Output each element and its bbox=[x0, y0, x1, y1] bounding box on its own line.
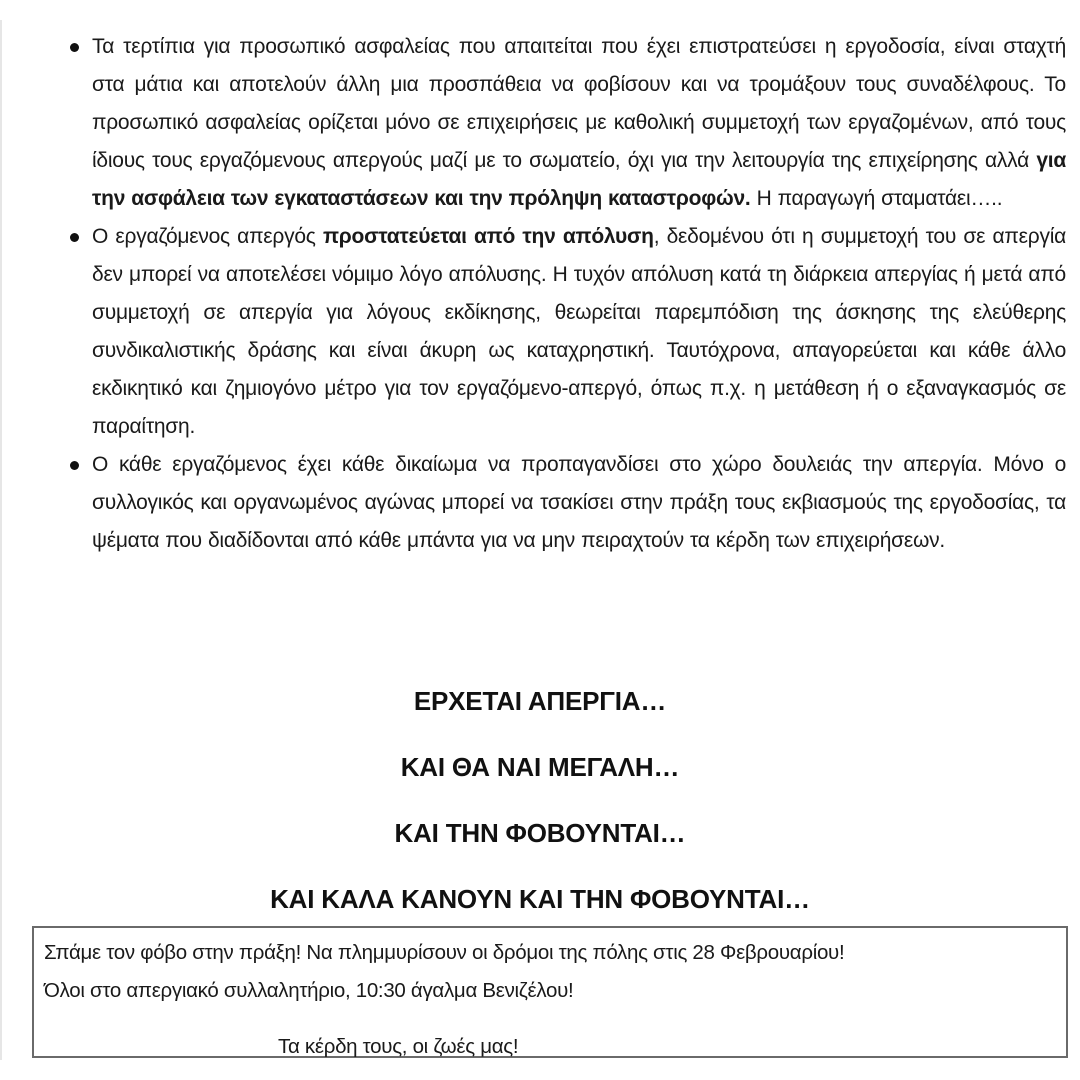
heading-they-fear-it: ΚΑΙ ΤΗΝ ΦΟΒΟΥΝΤΑΙ… bbox=[394, 818, 686, 848]
callout-slogan: Τα κέρδη τους, οι ζωές μας! bbox=[278, 1035, 519, 1058]
bullet-text: Η παραγωγή σταματάει….. bbox=[750, 187, 1003, 210]
bullet-icon bbox=[70, 43, 79, 52]
bullet-list bbox=[66, 28, 1066, 560]
bullet-item-dismissal-protection bbox=[66, 218, 1066, 446]
heading-will-be-big: ΚΑΙ ΘΑ ΝΑΙ ΜΕΓΑΛΗ… bbox=[400, 752, 680, 782]
heading-strike-coming: ΕΡΧΕΤΑΙ ΑΠΕΡΓΙΑ… bbox=[413, 686, 667, 716]
bullet-item-right-to-propagandize bbox=[66, 446, 1066, 560]
callout-line-1: Σπάμε τον φόβο στην πράξη! Να πλημμυρίσουν οι δρόμοι της πόλης στις 28 Φεβρουαρίου! bbox=[44, 941, 845, 964]
heading-rightly-fear-it: ΚΑΙ ΚΑΛΑ ΚΑΝΟΥΝ ΚΑΙ ΤΗΝ ΦΟΒΟΥΝΤΑΙ… bbox=[270, 884, 810, 914]
bullet-item-security-staff bbox=[66, 28, 1066, 218]
bullet-text: Ο κάθε εργαζόμενος έχει κάθε δικαίωμα να προπαγανδίσει στο χώρο δουλειάς την απεργία. Μόνο ο συλλογικός και οργανωμένος αγώνας μπορεί να τσακίσει στην πράξη τους εκβιασμούς της εργοδοσίας, τα ψέματα που διαδίδονται από κάθε μπάντα για να μην πειραχτούν τα κέρδη των επιχειρήσεων. bbox=[92, 453, 1066, 552]
slogan-headings bbox=[0, 668, 1080, 932]
bullet-text-bold: προστατεύεται από την απόλυση bbox=[322, 225, 654, 248]
bullet-icon bbox=[70, 233, 79, 242]
bullet-text: Τα τερτίπια για προσωπικό ασφαλείας που απαιτείται που έχει επιστρατεύσει η εργοδοσία, είναι σταχτή στα μάτια και αποτελούν άλλη μια προσπάθεια να φοβίσουν και να τρομάξουν τους συναδέλφους. Το προσωπικό ασφαλείας ορίζεται μόνο σε επιχειρήσεις με καθολική συμμετοχή των εργαζομένων, από τους ίδιους τους εργαζόμενους απεργούς μαζί με το σωματείο, όχι για την λειτουργία της επιχείρησης αλλά bbox=[92, 35, 1066, 172]
callout-box bbox=[32, 926, 1068, 1058]
bullet-text: Ο εργαζόμενος απεργός bbox=[92, 225, 323, 248]
bullet-icon bbox=[70, 461, 79, 470]
bullet-text: , δεδομένου ότι η συμμετοχή του σε απεργία δεν μπορεί να αποτελέσει νόμιμο λόγο απόλυσης. Η τυχόν απόλυση κατά τη διάρκεια απεργίας ή μετά από συμμετοχή σε απεργία για λόγους εκδίκησης, θεωρείται παρεμπόδιση της άσκησης της ελεύθερης συνδικαλιστικής δράσης και είναι άκυρη ως καταχρηστική. Ταυτόχρονα, απαγορεύεται και κάθε άλλο εκδικητικό και ζημιογόνο μέτρο για τον εργαζόμενο-απεργό, όπως π.χ. η μετάθεση ή ο εξαναγκασμός σε παραίτηση. bbox=[92, 225, 1066, 438]
callout-line-2: Όλοι στο απεργιακό συλλαλητήριο, 10:30 άγαλμα Βενιζέλου! bbox=[44, 979, 574, 1002]
bullet-text-bold: για την ασφάλεια των εγκαταστάσεων και την πρόληψη καταστροφών. bbox=[92, 149, 1066, 210]
